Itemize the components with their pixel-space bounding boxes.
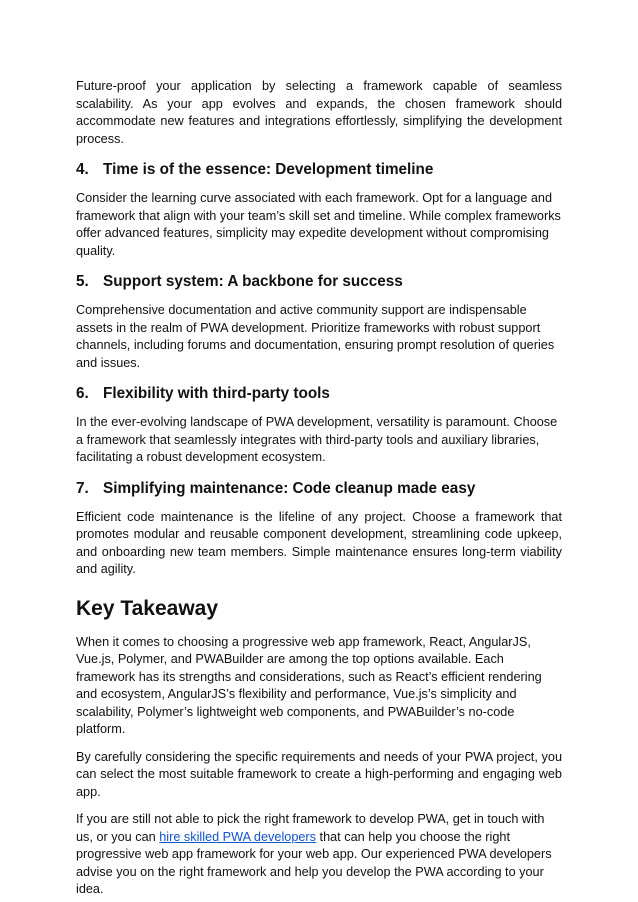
section-6-body: In the ever-evolving landscape of PWA development, versatility is paramount. Choose a framework that seamlessly integrates with third-party tools and auxiliary libraries, facilitating a robust development ecosystem.	[76, 415, 558, 464]
section-5-heading	[76, 272, 562, 292]
key-takeaway-heading: Key Takeaway	[76, 596, 219, 620]
section-4-number: 4.	[76, 161, 89, 178]
takeaway-paragraph-1: When it comes to choosing a progressive web app framework, React, AngularJS, Vue.js, Polymer, and PWABuilder are among the top options available. Each framework has its strengths and considerations, such as React’s efficient rendering and ecosystem, AngularJS’s flexibility and performance, Vue.js’s simplicity and scalability, Polymer’s lightweight web components, and PWABuilder’s no-code platform.	[76, 634, 542, 736]
section-5-number: 5.	[76, 273, 89, 290]
hire-pwa-developers-link[interactable]: hire skilled PWA developers	[159, 829, 317, 844]
intro-paragraph: Future-proof your application by selecting a framework capable of seamless scalability. As your app evolves and expands, the chosen framework should accommodate new features and integrations effortlessly, simplifying the development process.	[76, 79, 562, 146]
takeaway-paragraph-3-lead: If you are still not able to pick the right framework to develop PWA, get in touch with us, or you can	[76, 812, 545, 844]
section-6-number: 6.	[76, 385, 89, 402]
takeaway-paragraph-3	[76, 811, 562, 899]
section-4-body: Consider the learning curve associated with each framework. Opt for a language and framework that align with your team’s skill set and timeline. While complex frameworks offer advanced features, simplicity may expedite development without compromising quality.	[76, 191, 561, 258]
section-5-body: Comprehensive documentation and active community support are indispensable assets in the realm of PWA development. Prioritize frameworks with robust support channels, including forums and documentation, ensuring prompt resolution of queries and issues.	[76, 303, 555, 370]
section-7-heading	[76, 479, 562, 499]
takeaway-paragraph-3-tail: that can help you choose the right progressive web app framework for your web app. Our experienced PWA developers advise you on the right framework and help you develop the PWA according to your idea.	[76, 829, 552, 896]
section-7-title: Simplifying maintenance: Code cleanup made easy	[103, 479, 476, 497]
takeaway-paragraph-2: By carefully considering the specific requirements and needs of your PWA project, you can select the most suitable framework to create a high-performing and engaging web app.	[76, 749, 562, 799]
section-6-title: Flexibility with third-party tools	[103, 385, 330, 402]
section-7-number: 7.	[76, 479, 89, 497]
section-4-title: Time is of the essence: Development timeline	[103, 161, 434, 178]
section-5-title: Support system: A backbone for success	[103, 273, 403, 290]
section-7-body: Efficient code maintenance is the lifeline of any project. Choose a framework that promotes modular and reusable component development, streamlining code upkeep, and onboarding new team members. Simple maintenance ensures long-term viability and agility.	[76, 509, 562, 576]
section-6-heading	[76, 384, 562, 404]
section-4-heading	[76, 160, 562, 180]
